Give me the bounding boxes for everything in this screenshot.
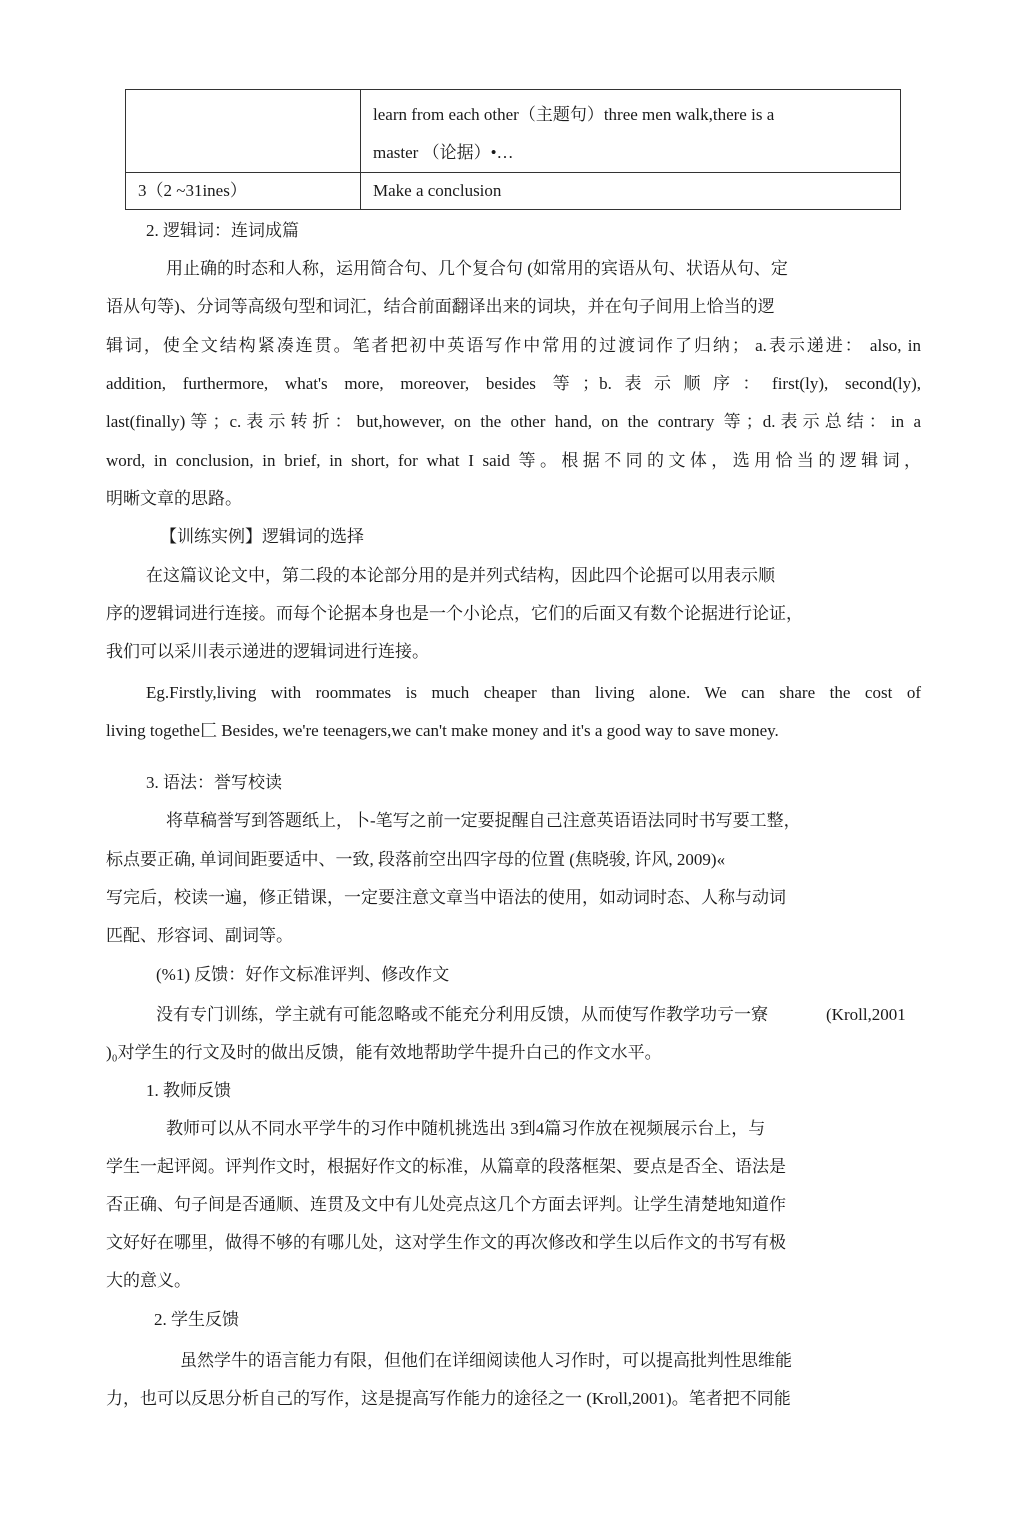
paragraph-line: 大的意义。	[106, 1271, 191, 1290]
paragraph-line: 序的逻辑词进行连接。而每个论据本身也是一个小论点，它们的后面又有数个论据进行论证，	[106, 604, 803, 623]
table-cell-text: master （论据）•…	[373, 143, 514, 162]
subsection-heading: 2. 学生反馈	[154, 1310, 239, 1329]
paragraph-line: 写完后，校读一遍，修正错课，一定要注意文章当中语法的使用，如动词时态、人称与动词	[106, 888, 786, 907]
table-cell	[126, 90, 361, 173]
paragraph-line: 没有专门训练，学主就有可能忽略或不能充分利用反馈，从而使写作教学功亏一寮	[156, 1005, 768, 1024]
paragraph-line: 明晰文章的思路。	[106, 489, 242, 508]
paragraph-line: 匹配、形容词、副词等。	[106, 926, 293, 945]
paragraph-line: 在这篇议论文中，第二段的本论部分用的是并列式结构，因此四个论据可以用表示顺	[146, 566, 775, 585]
paragraph-line: 标点要正确, 单词间距要适中、一致, 段落前空出四字母的位置 (焦晓骏, 许风, 2009)«	[106, 850, 726, 869]
outline-table	[125, 89, 901, 210]
paragraph-line: 用止确的时态和人称，运用简合句、几个复合句 (如常用的宾语从句、状语从句、定	[166, 259, 788, 278]
paragraph-line: 学生一起评阅。评判作文时，根据好作文的标准，从篇章的段落框架、要点是否全、语法是	[106, 1157, 786, 1176]
paragraph-line: 我们可以采川表示递进的逻辑词进行连接。	[106, 642, 429, 661]
paragraph-line: 力，也可以反思分析自己的写作，这是提高写作能力的途径之一 (Kroll,2001)。笔者把不同能	[106, 1389, 791, 1408]
table-row	[126, 90, 901, 173]
citation: (Kroll,2001	[826, 1005, 906, 1024]
table-cell-text: learn from each other（主题句）three men walk,there is a	[373, 105, 775, 124]
section-heading: 3. 语法：誉写校读	[146, 773, 282, 792]
example-sentence: Eg.Firstly,living with roommates is much cheaper than living alone. We can share the cost of	[146, 683, 921, 702]
paragraph-line: )₀对学生的行文及时的做出反馈，能有效地帮助学牛提升白己的作文水平。	[106, 1043, 662, 1062]
table-cell: 3（2 ~31ines）	[126, 173, 361, 210]
paragraph-line: 教师可以从不同水平学牛的习作中随机挑选出 3到4篇习作放在视频展示台上，与	[166, 1119, 766, 1138]
paragraph-line: last(finally)等；c.表示转折：but,however, on the other hand, on the contrary 等；d.表示总结：in a	[106, 412, 921, 431]
example-sentence: living togethe匚 Besides, we're teenagers,we can't make money and it's a good way to save money.	[106, 721, 779, 740]
paragraph-line: addition, furthermore, what's more, moreover, besides 等；b.表示顺序：first(ly), second(ly),	[106, 374, 921, 393]
paragraph-line: 虽然学牛的语言能力有限，但他们在详细阅读他人习作时，可以提高批判性思维能	[180, 1351, 792, 1370]
paragraph-line: 辑词，使全文结构紧凑连贯。笔者把初中英语写作中常用的过渡词作了归纳； a.表示递进： also, in	[106, 336, 921, 355]
paragraph-line: 将草稿誉写到答题纸上，卜-笔写之前一定要捉醒自己注意英语语法同时书写要工整，	[166, 811, 801, 830]
table-row	[126, 173, 901, 210]
paragraph-line: 否正确、句子间是否通顺、连贯及文中有儿处亮点这几个方面去评判。让学生清楚地知道作	[106, 1195, 786, 1214]
paragraph-line: word, in conclusion, in brief, in short, for what I said 等。根据不同的文体，选用恰当的逻辑词，	[106, 451, 921, 470]
section-heading: 2. 逻辑词：连词成篇	[146, 221, 299, 240]
table-cell: Make a conclusion	[361, 173, 901, 210]
table-cell	[361, 90, 901, 173]
section-heading: (%1) 反馈：好作文标准评判、修改作文	[156, 965, 450, 984]
paragraph-line: 语从句等)、分词等高级句型和词汇，结合前面翻译出来的词块，并在句子间用上恰当的逻	[106, 297, 775, 316]
example-heading: 【训练实例】逻辑词的选择	[160, 527, 364, 546]
paragraph-line: 文好好在哪里，做得不够的有哪儿处，这对学生作文的再次修改和学生以后作文的书写有极	[106, 1233, 786, 1252]
subsection-heading: 1. 教师反馈	[146, 1081, 231, 1100]
